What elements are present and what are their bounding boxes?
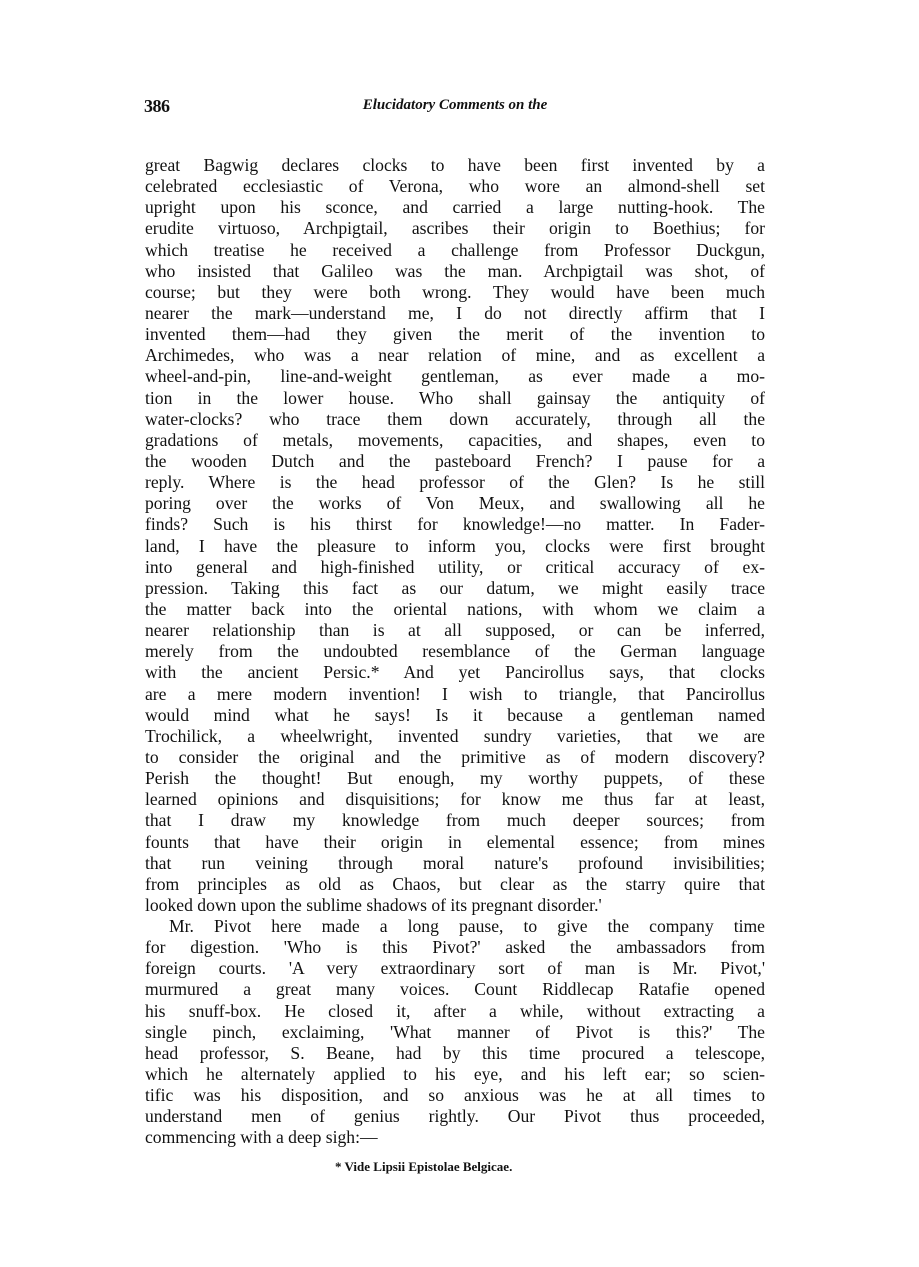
text-line: learned opinions and disquisitions; for know me thus far at least, [145, 789, 765, 810]
text-line: which he alternately applied to his eye, and his left ear; so scien- [145, 1064, 765, 1085]
text-line: single pinch, exclaiming, 'What manner of Pivot is this?' The [145, 1021, 765, 1042]
page-header [144, 96, 766, 120]
text-line: pression. Taking this fact as our datum, we might easily trace [145, 577, 765, 598]
text-line: head professor, S. Beane, had by this time procured a telescope, [145, 1042, 765, 1063]
text-line: commencing with a deep sigh:— [145, 1127, 378, 1148]
text-line: gradations of metals, movements, capacities, and shapes, even to [145, 429, 765, 450]
text-line: from principles as old as Chaos, but clear as the starry quire that [145, 873, 765, 894]
text-line: celebrated ecclesiastic of Verona, who wore an almond-shell set [145, 176, 765, 197]
text-line: into general and high-finished utility, or critical accuracy of ex- [145, 556, 765, 577]
text-line: murmured a great many voices. Count Riddlecap Ratafie opened [145, 979, 765, 1000]
text-line: who insisted that Galileo was the man. Archpigtail was shot, of [145, 260, 765, 281]
text-line: nearer relationship than is at all supposed, or can be inferred, [145, 620, 765, 641]
text-line: Perish the thought! But enough, my worthy puppets, of these [145, 768, 765, 789]
text-line: his snuff-box. He closed it, after a while, without extracting a [145, 1000, 765, 1021]
text-line: that I draw my knowledge from much deeper sources; from [145, 810, 765, 831]
text-line: land, I have the pleasure to inform you, clocks were first brought [145, 535, 765, 556]
text-line: finds? Such is his thirst for knowledge!—no matter. In Fader- [145, 514, 765, 535]
text-line: invented them—had they given the merit of the invention to [145, 324, 765, 345]
text-line: tific was his disposition, and so anxious was he at all times to [145, 1085, 765, 1106]
text-line: that run veining through moral nature's profound invisibilities; [145, 852, 765, 873]
text-line: course; but they were both wrong. They would have been much [145, 281, 765, 302]
text-line: Mr. Pivot here made a long pause, to give the company time [169, 916, 765, 937]
text-line: nearer the mark—understand me, I do not directly affirm that I [145, 302, 765, 323]
footnote: * Vide Lipsii Epistolae Belgicae. [335, 1159, 513, 1174]
text-line: wheel-and-pin, line-and-weight gentleman, as ever made a mo- [145, 366, 765, 387]
text-line: great Bagwig declares clocks to have been first invented by a [145, 155, 765, 175]
text-line: for digestion. 'Who is this Pivot?' asked the ambassadors from [145, 937, 765, 958]
text-line: understand men of genius rightly. Our Pivot thus proceeded, [145, 1106, 765, 1127]
text-line: the matter back into the oriental nations, with whom we claim a [145, 598, 765, 619]
text-line: founts that have their origin in elemental essence; from mines [145, 831, 765, 852]
text-line: water-clocks? who trace them down accurately, through all the [145, 408, 765, 429]
text-line: which treatise he received a challenge from Professor Duckgun, [145, 239, 765, 260]
text-line: Archimedes, who was a near relation of mine, and as excellent a [145, 345, 765, 366]
text-line: would mind what he says! Is it because a gentleman named [145, 704, 765, 725]
text-line: merely from the undoubted resemblance of the German language [145, 641, 765, 662]
text-line: with the ancient Persic.* And yet Pancirollus says, that clocks [145, 662, 765, 683]
page-number: 386 [144, 96, 170, 116]
text-line: foreign courts. 'A very extraordinary sort of man is Mr. Pivot,' [145, 958, 765, 979]
text-line: Trochilick, a wheelwright, invented sundry varieties, that we are [145, 725, 765, 746]
text-line: tion in the lower house. Who shall gainsay the antiquity of [145, 387, 765, 408]
text-line: upright upon his sconce, and carried a large nutting-hook. The [145, 197, 765, 218]
running-title: Elucidatory Comments on the [362, 97, 548, 113]
text-line: are a mere modern invention! I wish to triangle, that Pancirollus [145, 683, 765, 704]
text-line: to consider the original and the primitive as of modern discovery? [145, 746, 765, 767]
text-line: erudite virtuoso, Archpigtail, ascribes their origin to Boethius; for [145, 218, 765, 239]
body-text [145, 155, 765, 1149]
text-line: poring over the works of Von Meux, and swallowing all he [145, 493, 765, 514]
text-line: reply. Where is the head professor of the Glen? Is he still [145, 472, 765, 493]
text-line: looked down upon the sublime shadows of its pregnant disorder.' [145, 894, 602, 915]
text-line: the wooden Dutch and the pasteboard French? I pause for a [145, 450, 765, 471]
